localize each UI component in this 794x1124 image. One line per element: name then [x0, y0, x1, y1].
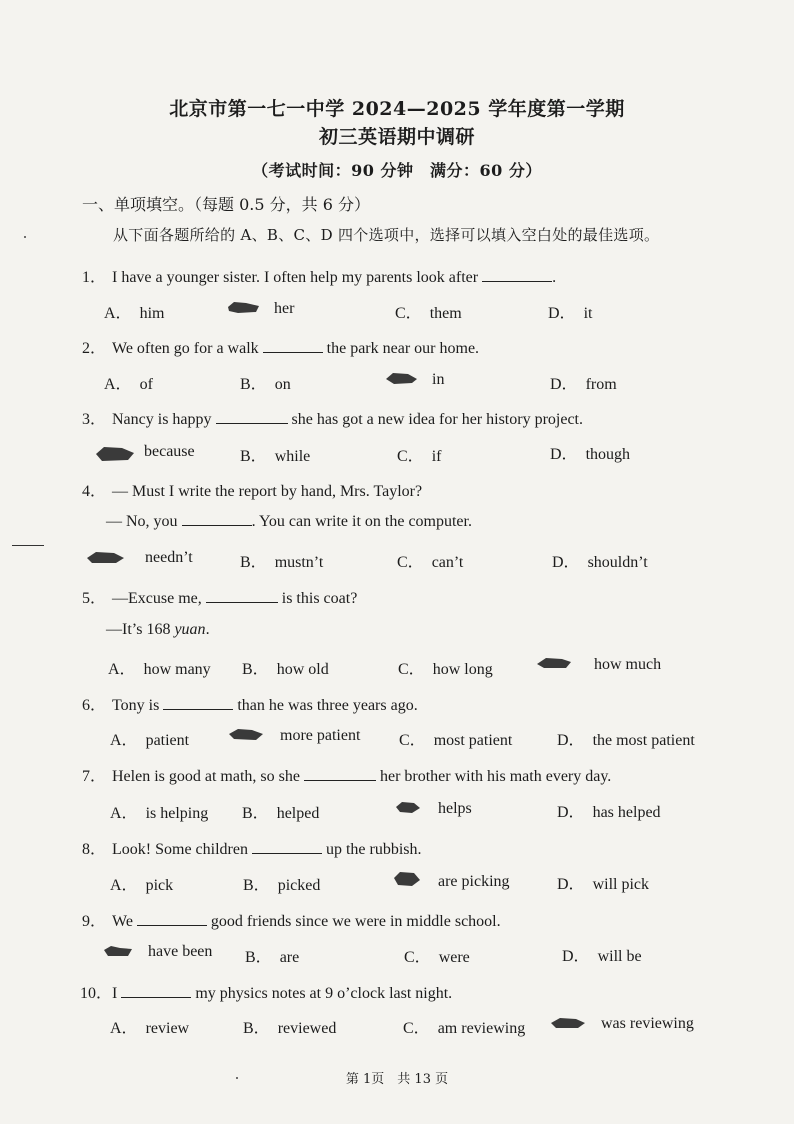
option-b — [242, 800, 319, 823]
page-footer: 第 1页 共 13 页 — [345, 1072, 449, 1087]
option-text: shouldn’t — [587, 554, 648, 571]
exam-info: （考试时间：90 分钟 满分：60 分） — [252, 161, 542, 180]
option-d — [548, 300, 592, 323]
question-number: 9． — [81, 913, 106, 930]
option-text: mustn’t — [274, 554, 324, 571]
option-letter: A． — [110, 877, 138, 894]
question-number: 3． — [81, 411, 106, 428]
option-b — [240, 443, 310, 466]
option-letter: D． — [562, 948, 590, 965]
question-number: 10． — [80, 985, 113, 1002]
option-d — [562, 943, 642, 966]
answer-blank — [137, 913, 207, 926]
period: . — [205, 621, 210, 638]
option-text: more patient — [280, 727, 361, 744]
option-letter: D． — [557, 732, 585, 749]
option-a — [110, 872, 173, 895]
option-c — [430, 873, 510, 891]
question-number: 2． — [81, 340, 106, 357]
question-number: 7． — [81, 768, 106, 785]
answer-blank — [252, 841, 322, 854]
option-letter: B． — [242, 661, 269, 678]
exam-subtitle: 初三英语期中调研 — [318, 126, 475, 148]
option-letter: A． — [104, 305, 132, 322]
question-text: the park near our home. — [326, 340, 480, 357]
option-d — [550, 441, 630, 464]
answer-mark-icon — [84, 549, 126, 565]
question-text: I — [112, 985, 118, 1002]
option-text: are picking — [438, 873, 510, 890]
answer-mark-icon — [226, 300, 262, 314]
question-text: I have a younger sister. I often help my parents look after — [112, 269, 479, 286]
option-text: them — [429, 305, 462, 322]
exam-title: 北京市第一七一中学 2024—2025 学年度第一学期 — [169, 98, 625, 120]
option-c — [430, 800, 472, 818]
question-text: is this coat? — [281, 590, 358, 607]
question-text: . — [552, 269, 557, 286]
option-text: pick — [145, 877, 174, 894]
answer-blank — [304, 768, 376, 781]
option-text: on — [274, 376, 291, 393]
option-text: it — [583, 305, 593, 322]
option-a — [108, 656, 211, 679]
option-text: patient — [145, 732, 190, 749]
question-8 — [80, 836, 422, 859]
option-b — [272, 727, 360, 745]
answer-blank — [482, 269, 552, 282]
option-letter: B． — [240, 376, 267, 393]
option-text: most patient — [433, 732, 513, 749]
option-a — [104, 371, 153, 394]
option-d — [557, 799, 661, 822]
option-letter: C． — [399, 732, 426, 749]
question-4 — [80, 478, 422, 501]
answer-blank — [163, 697, 233, 710]
option-text: can’t — [431, 554, 464, 571]
question-number: 6． — [81, 697, 106, 714]
option-text: how much — [594, 656, 662, 673]
option-letter: D． — [548, 305, 576, 322]
option-letter: B． — [243, 1020, 270, 1037]
option-text: the most patient — [592, 732, 695, 749]
option-d — [593, 1015, 694, 1033]
option-letter: D． — [557, 876, 585, 893]
option-text: from — [585, 376, 617, 393]
option-b — [240, 549, 323, 572]
option-c — [395, 300, 462, 323]
answer-mark-icon — [94, 444, 136, 462]
option-b — [266, 300, 294, 318]
currency-word: yuan — [174, 621, 206, 638]
option-d — [586, 656, 661, 674]
option-text: how long — [432, 661, 493, 678]
option-a — [140, 943, 212, 961]
question-9 — [80, 908, 501, 931]
option-letter: C． — [397, 448, 424, 465]
answer-blank — [263, 340, 323, 353]
question-text: good friends since we were in middle school. — [210, 913, 501, 930]
option-a — [110, 727, 189, 750]
question-text: . You can write it on the computer. — [251, 513, 472, 530]
option-letter: B． — [243, 877, 270, 894]
option-letter: D． — [557, 804, 585, 821]
question-text: — No, you — [106, 513, 178, 530]
option-text: helps — [438, 800, 472, 817]
option-b — [240, 371, 291, 394]
question-text: We — [112, 913, 133, 930]
answer-mark-icon — [394, 800, 422, 814]
option-text: have been — [148, 943, 213, 960]
answer-blank — [182, 513, 252, 526]
answer-mark-icon — [392, 870, 422, 888]
answer-mark-icon — [102, 944, 134, 958]
option-letter: C． — [398, 661, 425, 678]
scan-speck — [24, 236, 26, 238]
option-text: needn’t — [145, 549, 193, 566]
question-number: 4． — [81, 483, 106, 500]
option-letter: D． — [550, 446, 578, 463]
option-letter: D． — [552, 554, 580, 571]
option-text: are — [279, 949, 300, 966]
option-text: how old — [276, 661, 329, 678]
option-b — [242, 656, 329, 679]
question-4-reply — [106, 513, 472, 531]
option-a — [137, 549, 193, 567]
option-text: reviewed — [277, 1020, 337, 1037]
option-c — [397, 549, 463, 572]
option-letter: A． — [108, 661, 136, 678]
option-text: how many — [143, 661, 211, 678]
option-c — [399, 727, 512, 750]
question-text: Tony is — [112, 697, 160, 714]
option-b — [243, 872, 320, 895]
option-text: is helping — [145, 805, 209, 822]
option-a — [110, 800, 208, 823]
option-c — [404, 944, 470, 967]
option-text: will pick — [592, 876, 649, 893]
question-10 — [80, 980, 452, 1003]
option-c — [424, 371, 444, 389]
option-text: am reviewing — [437, 1020, 526, 1037]
question-text: Helen is good at math, so she — [112, 768, 300, 785]
option-d — [550, 371, 617, 394]
answer-mark-icon — [384, 371, 420, 385]
question-number: 5． — [81, 590, 106, 607]
question-text: —It’s 168 — [106, 621, 171, 638]
option-c — [403, 1015, 525, 1038]
question-number: 1． — [81, 269, 106, 286]
answer-mark-icon — [228, 727, 264, 741]
option-a — [104, 300, 164, 323]
question-text: up the rubbish. — [325, 841, 422, 858]
question-text: We often go for a walk — [112, 340, 259, 357]
option-text: were — [438, 949, 470, 966]
option-letter: A． — [110, 1020, 138, 1037]
option-d — [557, 727, 695, 750]
margin-dash — [12, 545, 44, 546]
option-letter: B． — [242, 805, 269, 822]
option-text: if — [431, 448, 442, 465]
option-letter: A． — [104, 376, 132, 393]
question-7 — [80, 763, 611, 786]
answer-blank — [121, 985, 191, 998]
answer-blank — [216, 411, 288, 424]
option-text: because — [144, 443, 195, 460]
option-text: picked — [277, 877, 321, 894]
question-text: she has got a new idea for her history project. — [291, 411, 583, 428]
option-letter: C． — [395, 305, 422, 322]
option-text: will be — [597, 948, 642, 965]
question-2 — [80, 335, 479, 358]
option-text: has helped — [592, 804, 661, 821]
option-c — [397, 443, 441, 466]
answer-mark-icon — [536, 656, 572, 670]
option-a — [110, 1015, 189, 1038]
question-5 — [80, 585, 357, 608]
option-text: review — [145, 1020, 190, 1037]
option-text: her — [274, 300, 295, 317]
option-a — [136, 443, 195, 461]
option-text: in — [432, 371, 445, 388]
option-c — [398, 656, 493, 679]
question-text: Look! Some children — [112, 841, 248, 858]
question-text: — Must I write the report by hand, Mrs. Taylor? — [112, 483, 423, 500]
answer-blank — [206, 590, 278, 603]
question-text: her brother with his math every day. — [379, 768, 612, 785]
option-b — [245, 944, 299, 967]
question-text: —Excuse me, — [112, 590, 202, 607]
question-3 — [80, 406, 583, 429]
option-d — [557, 871, 649, 894]
option-text: was reviewing — [601, 1015, 694, 1032]
option-b — [243, 1015, 336, 1038]
section-instruction: 从下面各题所给的 A、B、C、D 四个选项中，选择可以填入空白处的最佳选项。 — [113, 226, 660, 244]
option-letter: B． — [240, 448, 267, 465]
option-d — [552, 549, 648, 572]
question-number: 8． — [81, 841, 106, 858]
option-text: though — [585, 446, 631, 463]
section-heading: 一、单项填空。（每题 0.5 分，共 6 分） — [82, 195, 370, 214]
question-text: Nancy is happy — [112, 411, 212, 428]
option-text: helped — [276, 805, 320, 822]
question-1 — [80, 264, 556, 287]
question-text: than he was three years ago. — [237, 697, 418, 714]
option-text: of — [139, 376, 153, 393]
question-5-reply — [106, 621, 210, 639]
option-letter: B． — [245, 949, 272, 966]
option-letter: B． — [240, 554, 267, 571]
question-6 — [80, 692, 418, 715]
option-letter: C． — [403, 1020, 430, 1037]
option-letter: C． — [404, 949, 431, 966]
option-letter: A． — [110, 732, 138, 749]
question-text: my physics notes at 9 o’clock last night. — [195, 985, 453, 1002]
option-text: him — [139, 305, 165, 322]
answer-mark-icon — [550, 1016, 586, 1030]
option-letter: C． — [397, 554, 424, 571]
option-text: while — [274, 448, 311, 465]
option-letter: A． — [110, 805, 138, 822]
option-letter: D． — [550, 376, 578, 393]
